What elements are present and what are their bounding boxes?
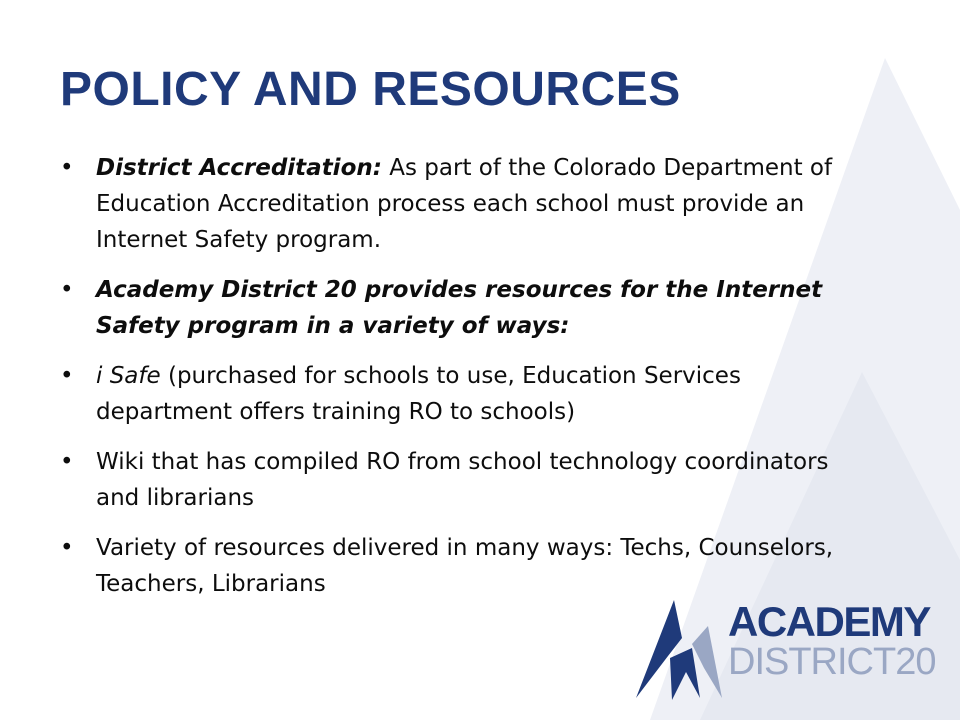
bullet-dot: •	[60, 363, 74, 389]
bullet-text: Wiki that has compiled RO from school technology coordinators and librarians	[96, 449, 829, 511]
bullet-lead: Academy District 20 provides resources for the Internet Safety program in a variety of ways:	[96, 277, 823, 339]
bullet-dot: •	[60, 277, 74, 303]
logo-wordmark-district20: DISTRICT20	[728, 641, 936, 683]
bullet-dot: •	[60, 535, 74, 561]
bullet-item-academy-district-resources	[60, 272, 860, 344]
bullet-lead: i Safe	[96, 363, 161, 389]
bullet-item-wiki	[60, 444, 860, 516]
bullet-lead: District Accreditation:	[96, 155, 382, 181]
bullet-item-i-safe	[60, 358, 860, 430]
slide-title: POLICY AND RESOURCES	[60, 63, 681, 116]
bullet-dot: •	[60, 449, 74, 475]
bullet-item-variety-of-resources	[60, 530, 860, 602]
bullet-item-district-accreditation	[60, 150, 860, 258]
bullet-dot: •	[60, 155, 74, 181]
bullet-text: (purchased for schools to use, Education Services department offers training RO to schools)	[96, 363, 741, 425]
academy-district-20-logo	[634, 598, 936, 702]
bullet-list	[60, 150, 860, 616]
bullet-text: As part of the Colorado Department of Education Accreditation process each school must provide an Internet Safety program.	[96, 155, 833, 253]
logo-wordmark-academy: ACADEMY	[728, 598, 930, 645]
mountain-logo-icon	[634, 598, 724, 702]
bullet-text: Variety of resources delivered in many ways: Techs, Counselors, Teachers, Librarians	[96, 535, 834, 597]
